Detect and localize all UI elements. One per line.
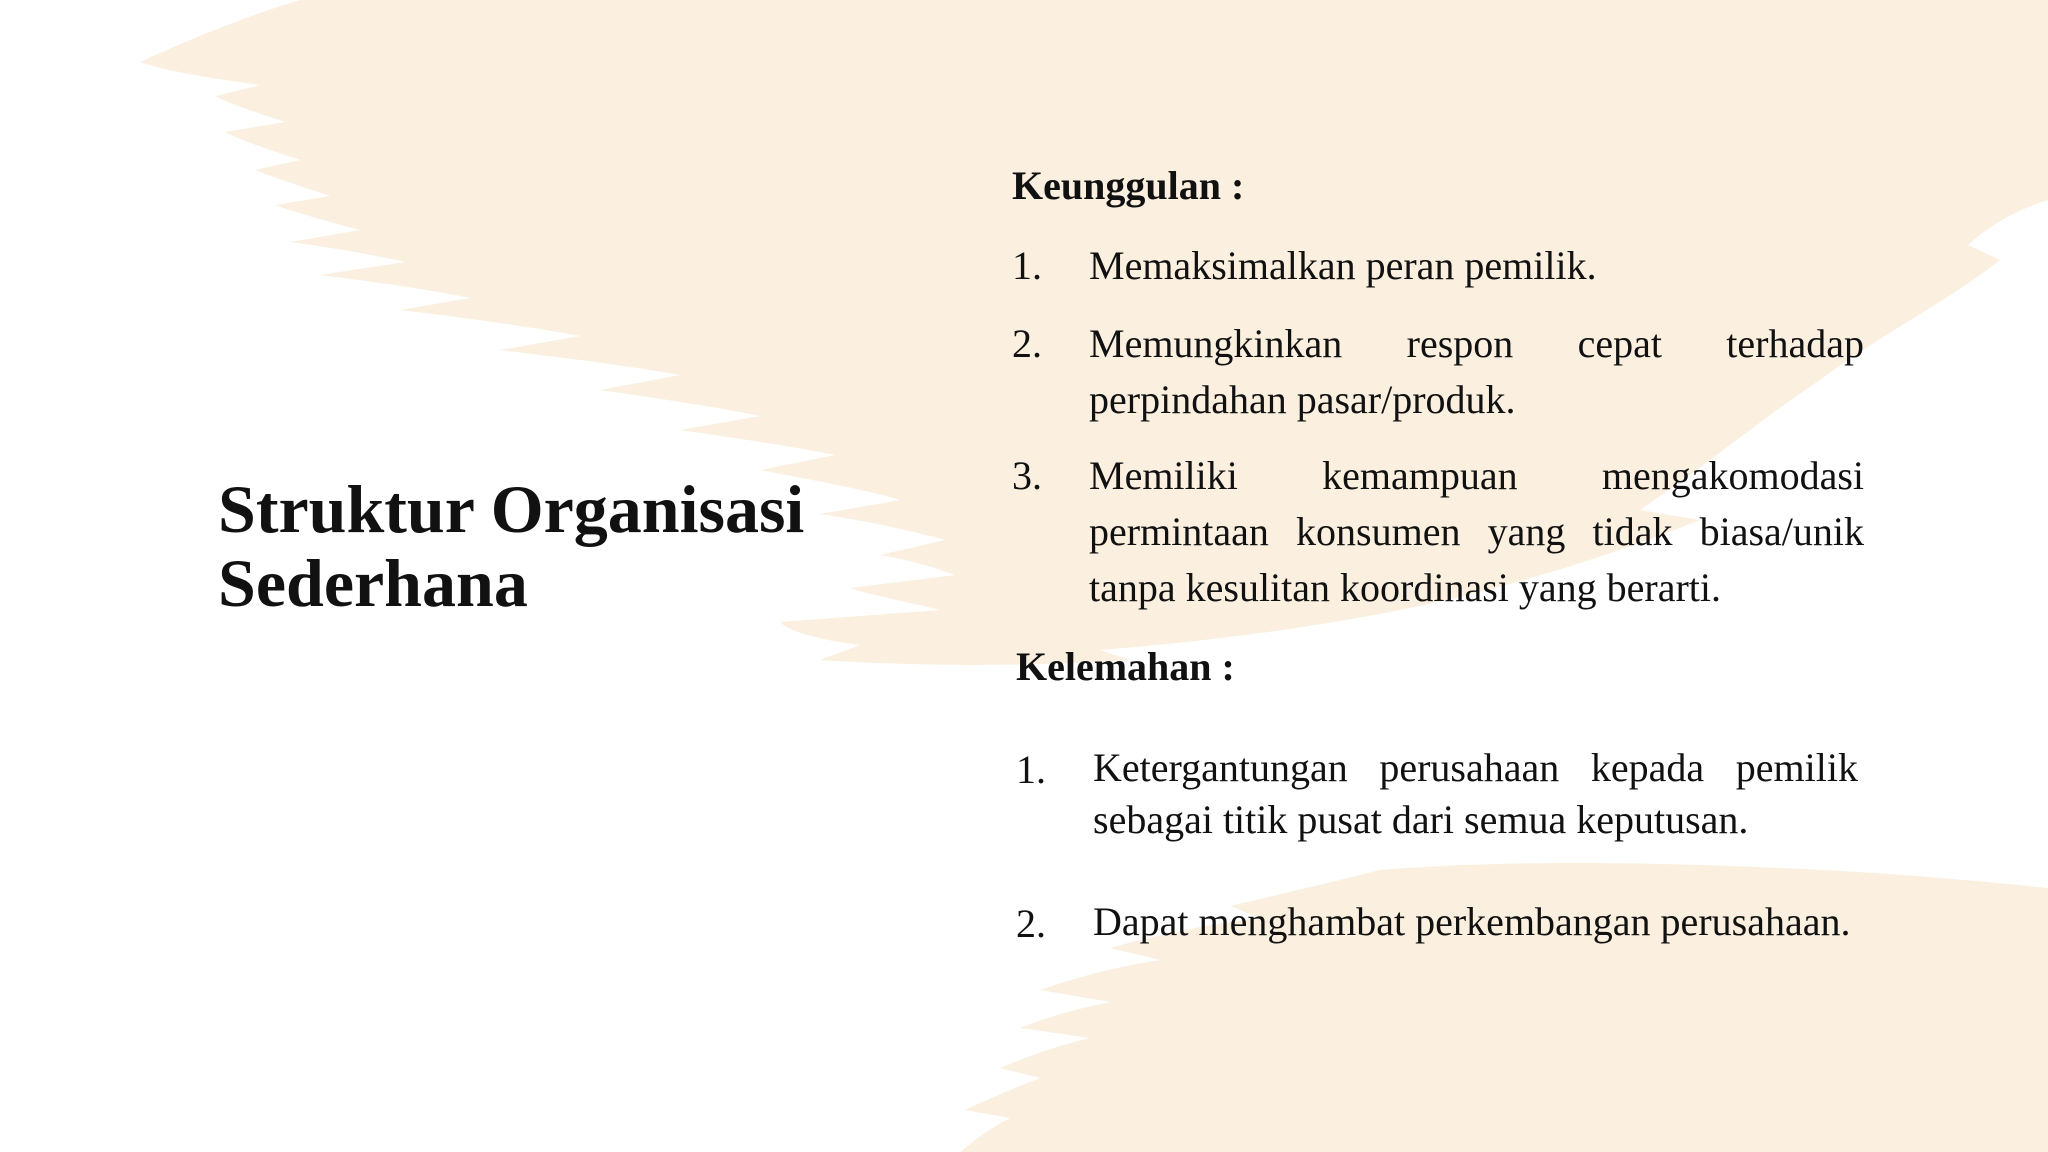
list-text: Memungkinkan respon cepat terhadap perpindahan pasar/produk. (1089, 321, 1864, 422)
advantage-item (1012, 316, 1864, 428)
slide-title (218, 472, 858, 620)
list-text: Memaksimalkan peran pemilik. (1089, 243, 1597, 288)
advantage-item (1012, 238, 1864, 294)
weakness-item (1016, 742, 1858, 846)
weakness-item (1016, 896, 1858, 1000)
slide-title-line: Struktur Organisasi (218, 471, 805, 547)
list-text: Dapat menghambat perkembangan perusahaan. (1093, 899, 1851, 944)
list-text: Memiliki kemampuan mengakomodasi permintaan konsumen yang tidak biasa/unik tanpa kesulitan koordinasi yang berarti. (1089, 453, 1864, 610)
list-number: 1. (1012, 243, 1042, 288)
list-number: 3. (1012, 453, 1042, 498)
advantages-heading: Keunggulan : (1012, 163, 1245, 208)
weaknesses-heading: Kelemahan : (1016, 644, 1235, 689)
list-number: 2. (1012, 321, 1042, 366)
list-number: 2. (1016, 901, 1046, 946)
slide-title-line: Sederhana (218, 545, 528, 621)
advantage-item (1012, 448, 1864, 616)
list-text: Ketergantungan perusahaan kepada pemilik sebagai titik pusat dari semua keputusan. (1093, 745, 1858, 842)
list-number: 1. (1016, 747, 1046, 792)
